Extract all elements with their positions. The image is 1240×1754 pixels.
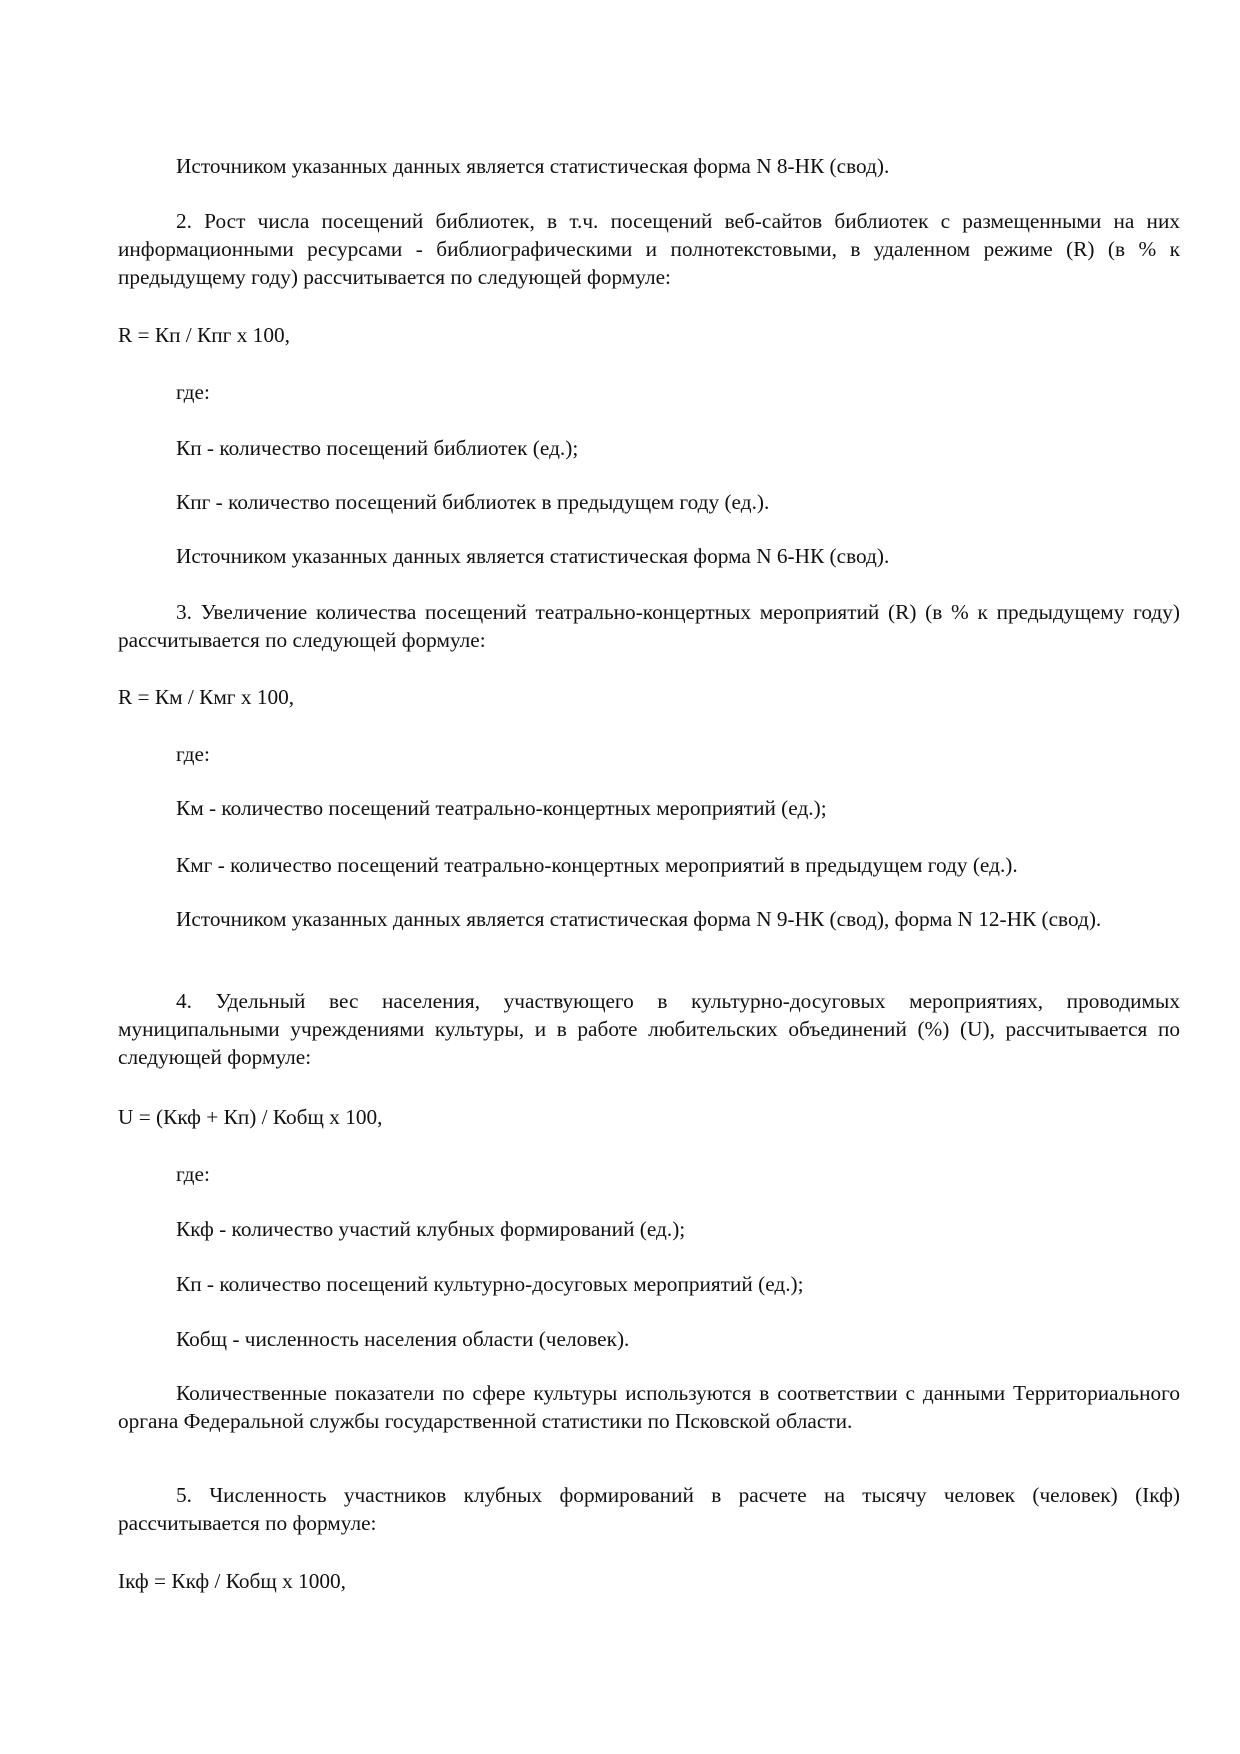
- definition-km: Км - количество посещений театрально-концертных мероприятий (ед.);: [176, 796, 827, 820]
- source-note-6nk: Источником указанных данных является статистическая форма N 6-НК (свод).: [176, 544, 890, 568]
- definition-kp-leisure: Кп - количество посещений культурно-досуговых мероприятий (ед.);: [176, 1272, 804, 1296]
- formula-theatre-growth: R = Км / Кмг х 100,: [118, 685, 295, 709]
- formula-club-participants: Iкф = Ккф / Кобщ х 1000,: [118, 1569, 346, 1593]
- paragraph-statistics-source: Количественные показатели по сфере культуры используются в соответствии с данными Территориального органа Федеральной службы государственной статистики по Псковской области.: [118, 1381, 1180, 1433]
- definition-kmg: Кмг - количество посещений театрально-концертных мероприятий в предыдущем году (ед.).: [176, 853, 1018, 877]
- paragraph-2-library-visits: 2. Рост числа посещений библиотек, в т.ч. посещений веб-сайтов библиотек с размещенными на них информационными ресурсами - библиографическими и полнотекстовыми, в удаленном режиме (R) (в % к предыдущему году) рассчитывается по следующей формуле:: [118, 209, 1180, 289]
- definition-kp: Кп - количество посещений библиотек (ед.);: [176, 436, 579, 460]
- source-note-8nk: Источником указанных данных является статистическая форма N 8-НК (свод).: [176, 154, 890, 178]
- formula-library-growth: R = Кп / Кпг х 100,: [118, 323, 290, 347]
- definition-kobsch: Кобщ - численность населения области (человек).: [176, 1327, 630, 1351]
- where-label: где:: [176, 380, 210, 404]
- where-label: где:: [176, 1162, 210, 1186]
- paragraph-5-club-participants: 5. Численность участников клубных формирований в расчете на тысячу человек (человек) (Iкф) рассчитывается по формуле:: [118, 1483, 1180, 1535]
- source-note-9nk-12nk: Источником указанных данных является статистическая форма N 9-НК (свод), форма N 12-НК (свод).: [176, 907, 1102, 931]
- definition-kpg: Кпг - количество посещений библиотек в предыдущем году (ед.).: [176, 490, 770, 514]
- paragraph-4-participation-share: 4. Удельный вес населения, участвующего в культурно-досуговых мероприятиях, проводимых муниципальными учреждениями культуры, и в работе любительских объединений (%) (U), рассчитывается по следующей формуле:: [118, 989, 1180, 1069]
- where-label: где:: [176, 742, 210, 766]
- paragraph-3-theatre-visits: 3. Увеличение количества посещений театрально-концертных мероприятий (R) (в % к предыдущему году) рассчитывается по следующей формуле:: [118, 600, 1180, 652]
- definition-kkf: Ккф - количество участий клубных формирований (ед.);: [176, 1217, 686, 1241]
- formula-participation-share: U = (Ккф + Кп) / Кобщ х 100,: [118, 1105, 383, 1129]
